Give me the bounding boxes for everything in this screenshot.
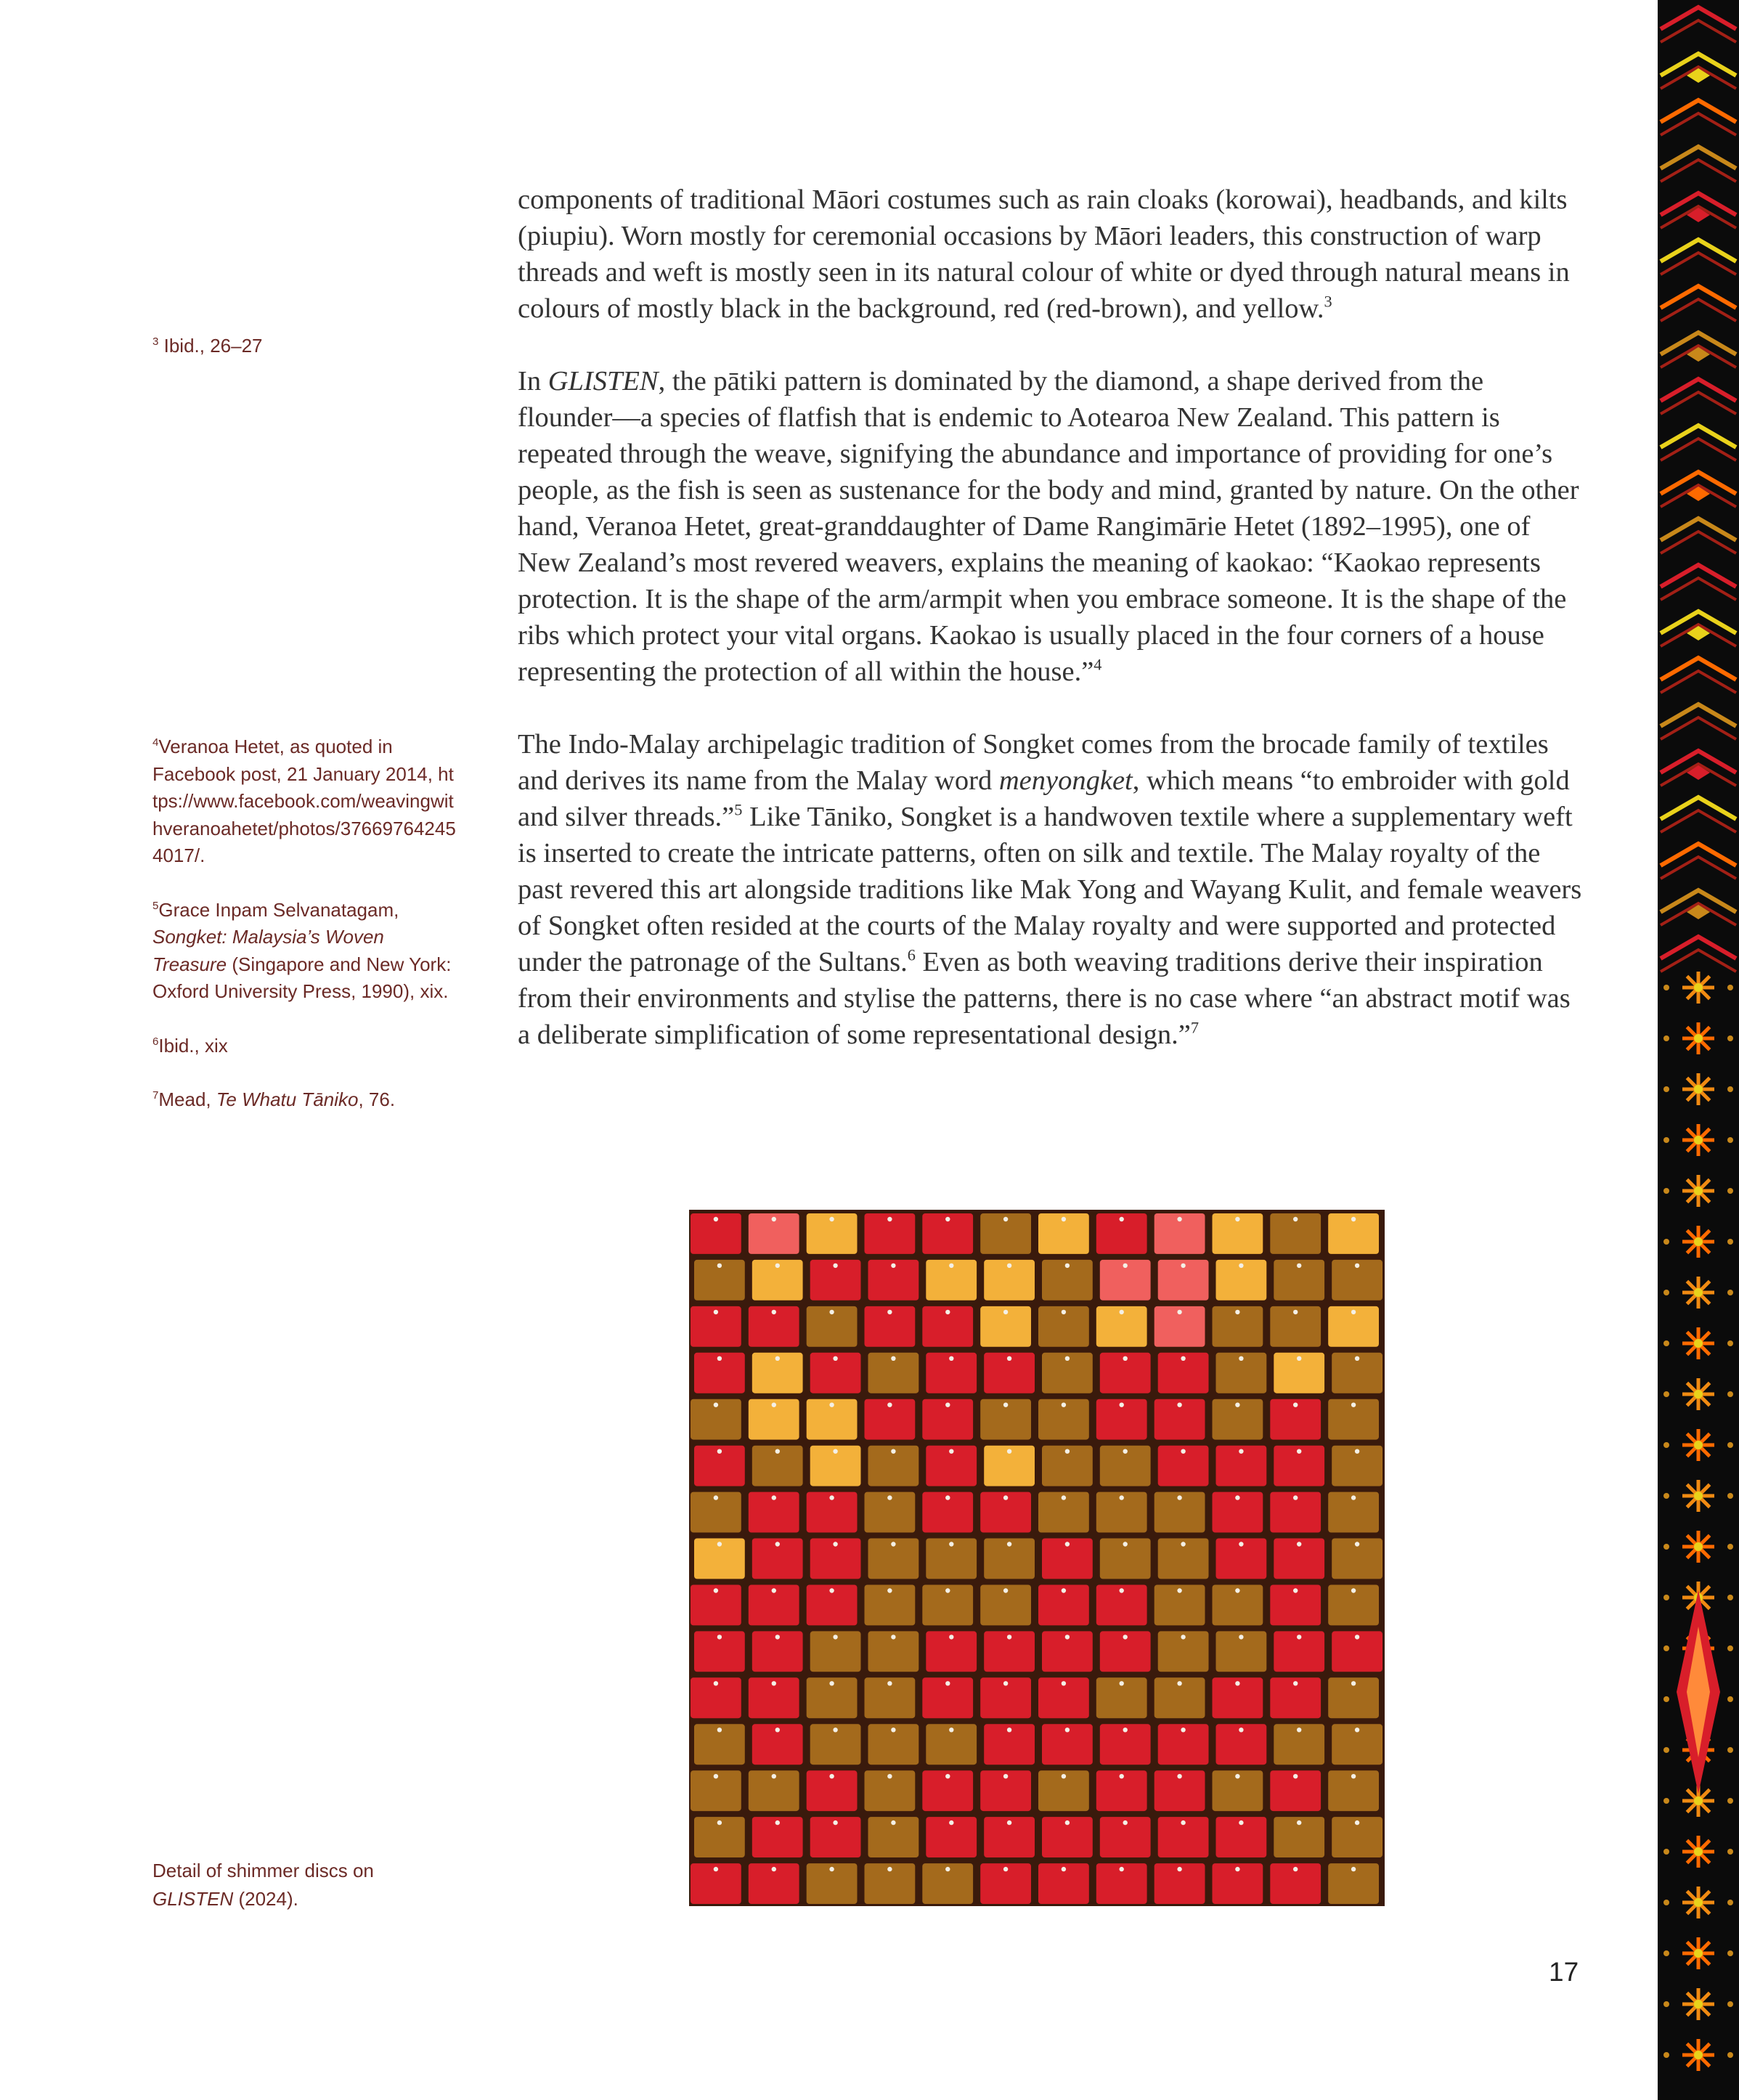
disc-rivet [1123,1449,1128,1454]
band-dot [1727,1493,1733,1499]
disc-rivet [1355,1542,1359,1546]
disc-rivet [1120,1217,1124,1221]
band-dot [1663,1493,1669,1499]
disc-rivet [891,1820,895,1825]
disc-rivet [891,1542,895,1546]
disc-rivet [1239,1635,1243,1639]
band-star-center [1694,1288,1703,1297]
disc-rivet [891,1356,895,1361]
page-number: 17 [1549,1957,1579,1987]
disc-rivet [945,1217,950,1221]
band-dot [1663,1696,1669,1702]
disc-rivet [829,1403,834,1407]
disc-rivet [945,1403,950,1407]
band-dot [1663,1900,1669,1905]
disc-rivet [829,1681,834,1685]
disc-rivet [772,1681,776,1685]
disc-rivet [1297,1542,1301,1546]
disc-rivet [891,1727,895,1732]
disc-rivet [1293,1774,1298,1778]
band-dot [1663,1035,1669,1041]
disc-rivet [1007,1820,1011,1825]
disc-rivet [949,1449,953,1454]
disc-rivet [1062,1495,1066,1499]
disc-rivet [945,1867,950,1871]
disc-rivet [1355,1356,1359,1361]
disc-rivet [829,1310,834,1314]
disc-rivet [829,1588,834,1592]
disc-rivet [1062,1681,1066,1685]
disc-rivet [1062,1310,1066,1314]
disc-rivet [1293,1681,1298,1685]
disc-rivet [887,1681,892,1685]
disc-rivet [775,1356,780,1361]
sidenote-group-2 [152,733,457,1141]
disc-rivet [1239,1356,1243,1361]
disc-rivet [1177,1310,1181,1314]
band-dot [1727,1544,1733,1550]
disc-rivet [1120,1774,1124,1778]
disc-rivet [829,1867,834,1871]
disc-rivet [1297,1263,1301,1268]
shimmer-discs-photo [689,1210,1385,1906]
disc-rivet [1293,1495,1298,1499]
disc-rivet [717,1542,722,1546]
disc-rivet [1123,1263,1128,1268]
disc-rivet [1297,1449,1301,1454]
band-dot [1727,1595,1733,1600]
disc-rivet [1062,1217,1066,1221]
disc-rivet [772,1867,776,1871]
band-dot [1663,1950,1669,1956]
disc-rivet [1062,1774,1066,1778]
disc-rivet [1123,1356,1128,1361]
footnote-ref-5[interactable]: 5 [734,800,743,819]
band-dot [1727,1747,1733,1753]
disc-rivet [887,1310,892,1314]
disc-rivet [1293,1588,1298,1592]
disc-rivet [945,1495,950,1499]
band-dot [1727,2001,1733,2007]
disc-rivet [891,1635,895,1639]
disc-rivet [1181,1635,1185,1639]
band-dot [1663,1137,1669,1143]
disc-rivet [1239,1727,1243,1732]
disc-rivet [1177,1217,1181,1221]
disc-rivet [1007,1727,1011,1732]
disc-rivet [1003,1403,1008,1407]
sidenote-group-1 [152,333,457,387]
band-dot [1727,2052,1733,2058]
disc-rivet [714,1495,718,1499]
disc-rivet [1351,1588,1356,1592]
disc-rivet [1120,1588,1124,1592]
band-star-center [1694,1085,1703,1094]
disc-rivet [1177,1867,1181,1871]
disc-rivet [887,1217,892,1221]
disc-rivet [714,1681,718,1685]
disc-rivet [1351,1495,1356,1499]
disc-rivet [1177,1681,1181,1685]
footnote-ref-4[interactable]: 4 [1094,655,1102,674]
disc-rivet [1007,1356,1011,1361]
band-dot [1727,1849,1733,1855]
footnote-3: $^3$ Ibid., 26–27 [152,335,263,357]
disc-rivet [1123,1820,1128,1825]
footnote-4: $^4$Veranoa Hetet, as quoted in Facebook post, 21 January 2014, https://www.facebook.com/weavingwithveranoahetet/photos/376697642454017/. [152,736,456,866]
disc-rivet [945,1774,950,1778]
band-dot [1663,2001,1669,2007]
disc-rivet [1177,1588,1181,1592]
disc-rivet [1177,1495,1181,1499]
disc-rivet [1007,1263,1011,1268]
disc-rivet [714,1403,718,1407]
disc-rivet [772,1310,776,1314]
band-dot [1727,1391,1733,1397]
disc-rivet [833,1727,837,1732]
disc-rivet [717,1263,722,1268]
disc-rivet [775,1263,780,1268]
disc-rivet [1355,1635,1359,1639]
band-star-center [1694,1847,1703,1856]
disc-rivet [1351,1217,1356,1221]
paragraph-2: In GLISTEN, the pātiki pattern is dominated by the diamond, a shape derived from the flounder—a species of flatfish that is endemic to Aotearoa New Zealand. This pattern is repeated through the weave, signifying the abundance and importance of providing for one’s people, as the fish is seen as sustenance for the body and mind, granted by nature. On the other hand, Veranoa Hetet, great-granddaughter of Dame Rangimārie Hetet (1892–1995), one of New Zealand’s most revered weavers, explains the meaning of kaokao: “Kaokao represents protection. It is the shape of the arm/armpit when you embrace someone. It is the shape of the ribs which protect your vital organs. Kaokao is usually placed in the four corners of a house representing the protection of all within the house.”$^4$ [518,366,1579,687]
disc-rivet [1062,1867,1066,1871]
band-dot [1663,1239,1669,1245]
disc-rivet [1065,1356,1070,1361]
disc-rivet [887,1867,892,1871]
disc-rivet [1003,1310,1008,1314]
band-star-center [1694,1898,1703,1907]
footnote-6: $^6$Ibid., xix [152,1034,228,1057]
band-dot [1727,1086,1733,1092]
disc-rivet [891,1263,895,1268]
disc-rivet [775,1542,780,1546]
disc-rivet [1181,1727,1185,1732]
disc-rivet [1293,1403,1298,1407]
disc-rivet [949,1542,953,1546]
disc-rivet [1003,1867,1008,1871]
band-dot [1727,1290,1733,1295]
band-star-center [1694,1542,1703,1551]
disc-rivet [887,1774,892,1778]
band-dot [1727,1188,1733,1194]
band-dot [1727,1696,1733,1702]
disc-rivet [1297,1635,1301,1639]
band-star-center [1694,1034,1703,1043]
band-star-center [1694,1796,1703,1805]
disc-rivet [775,1727,780,1732]
paragraph-3: The Indo-Malay archipelagic tradition of Songket comes from the brocade family of textiles and derives its name from the Malay word menyongket, which means “to embroider with gold and silver threads.”$^5$ Like Tāniko, Songket is a handwoven textile where a supplementary weft is inserted to create the intricate patterns, often on silk and textile. The Malay royalty of the past revered this art alongside traditions like Mak Yong and Wayang Kulit, and female weavers of Songket often resided at the courts of the Malay royalty and were supported and protected under the patronage of the Sultans.$^6$ Even as both weaving traditions derive their inspiration from their environments and stylise the patterns, there is no case where “an abstract motif was a deliberate simplification of some representational design.”$^7$ [518,729,1582,1050]
disc-rivet [772,1588,776,1592]
disc-rivet [772,1217,776,1221]
disc-rivet [1123,1635,1128,1639]
disc-rivet [949,1820,953,1825]
disc-rivet [1123,1542,1128,1546]
disc-rivet [772,1495,776,1499]
disc-rivet [1177,1403,1181,1407]
band-dot [1727,1900,1733,1905]
band-dot [1727,1035,1733,1041]
band-dot [1663,1188,1669,1194]
disc-rivet [1181,1820,1185,1825]
disc-rivet [1239,1263,1243,1268]
disc-rivet [1351,1867,1356,1871]
disc-rivet [714,1310,718,1314]
disc-rivet [1123,1727,1128,1732]
band-star-center [1694,1390,1703,1399]
disc-rivet [717,1727,722,1732]
band-dot [1727,1798,1733,1804]
disc-rivet [1235,1867,1239,1871]
disc-rivet [1181,1263,1185,1268]
disc-rivet [714,1867,718,1871]
disc-rivet [1120,1310,1124,1314]
disc-rivet [1120,1495,1124,1499]
band-dot [1727,1645,1733,1651]
disc-rivet [1003,1774,1008,1778]
disc-rivet [1235,1588,1239,1592]
main-text-column [518,182,1585,1089]
disc-rivet [833,1635,837,1639]
band-dot [1663,1645,1669,1651]
disc-rivet [833,1542,837,1546]
band-dot [1663,1747,1669,1753]
disc-rivet [1351,1774,1356,1778]
disc-rivet [1297,1727,1301,1732]
band-star-center [1694,1339,1703,1348]
disc-rivet [833,1263,837,1268]
disc-rivet [1181,1449,1185,1454]
artwork-title: GLISTEN [547,366,659,396]
image-caption: Detail of shimmer discs on GLISTEN (2024). [152,1860,374,1910]
disc-rivet [1181,1542,1185,1546]
disc-rivet [714,1774,718,1778]
disc-rivet [1003,1217,1008,1221]
paragraph-1: components of traditional Māori costumes such as rain cloaks (korowai), headbands, and kilts (piupiu). Worn mostly for ceremonial occasions by Māori leaders, this construction of warp threads and weft is mostly seen in its natural colour of white or dyed through natural means in colours of mostly black in the background, red (red-brown), and yellow.$^3$ [518,184,1570,324]
disc-rivet [1062,1403,1066,1407]
band-star-center [1694,2000,1703,2009]
facebook-link[interactable]: https://www.facebook.com/weavingwithveranoahetet/photos/376697642454017/. [152,762,456,866]
disc-rivet [833,1820,837,1825]
disc-rivet [949,1727,953,1732]
disc-rivet [1239,1449,1243,1454]
footnote-ref-7[interactable]: 7 [1190,1018,1200,1037]
band-dot [1663,1798,1669,1804]
disc-rivet [717,1356,722,1361]
disc-rivet [1239,1820,1243,1825]
band-star-center [1694,1949,1703,1958]
disc-rivet [949,1356,953,1361]
disc-rivet [1351,1310,1356,1314]
songket-border-band [1658,0,1739,2100]
disc-rivet [1007,1449,1011,1454]
band-dot [1663,1391,1669,1397]
disc-rivet [1293,1867,1298,1871]
disc-rivet [891,1449,895,1454]
band-star-center [1694,2051,1703,2059]
band-dot [1727,1239,1733,1245]
disc-rivet [887,1588,892,1592]
band-star-center [1694,1441,1703,1449]
disc-rivet [1065,1820,1070,1825]
band-star-center [1694,1237,1703,1246]
disc-rivet [1065,1542,1070,1546]
disc-rivet [1239,1542,1243,1546]
disc-rivet [714,1217,718,1221]
band-dot [1663,1442,1669,1448]
disc-rivet [717,1449,722,1454]
disc-rivet [714,1588,718,1592]
disc-rivet [775,1635,780,1639]
band-dot [1727,1950,1733,1956]
band-star-center [1694,1491,1703,1500]
disc-rivet [1355,1449,1359,1454]
disc-rivet [1062,1588,1066,1592]
disc-rivet [887,1495,892,1499]
disc-rivet [1235,1217,1239,1221]
band-dot [1663,1544,1669,1550]
disc-rivet [949,1263,953,1268]
disc-rivet [945,1310,950,1314]
disc-rivet [1065,1635,1070,1639]
band-star-center [1694,1136,1703,1144]
disc-rivet [1293,1310,1298,1314]
disc-rivet [1065,1727,1070,1732]
disc-rivet [1351,1403,1356,1407]
footnote-ref-6[interactable]: 6 [907,945,916,964]
band-dot [1663,2052,1669,2058]
band-dot [1663,985,1669,990]
band-dot [1663,1340,1669,1346]
malay-term: menyongket [998,765,1133,796]
disc-rivet [775,1820,780,1825]
disc-rivet [833,1449,837,1454]
band-dot [1663,1849,1669,1855]
band-star-center [1694,1187,1703,1195]
disc-rivet [717,1820,722,1825]
footnote-7: $^7$Mead, Te Whatu Tāniko, 76. [152,1088,396,1110]
disc-rivet [1355,1727,1359,1732]
disc-rivet [1293,1217,1298,1221]
band-dot [1663,1086,1669,1092]
disc-rivet [1177,1774,1181,1778]
disc-rivet [945,1588,950,1592]
disc-rivet [717,1635,722,1639]
disc-rivet [833,1356,837,1361]
disc-rivet [1065,1449,1070,1454]
disc-rivet [945,1681,950,1685]
disc-rivet [1003,1681,1008,1685]
disc-rivet [1120,1403,1124,1407]
disc-rivet [1355,1263,1359,1268]
footnote-ref-3[interactable]: 3 [1324,292,1332,311]
disc-rivet [1065,1263,1070,1268]
disc-rivet [1235,1310,1239,1314]
disc-rivet [1007,1635,1011,1639]
band-dot [1727,985,1733,990]
disc-rivet [772,1774,776,1778]
disc-rivet [1181,1356,1185,1361]
disc-rivet [1235,1774,1239,1778]
disc-rivet [772,1403,776,1407]
band-star-center [1694,983,1703,992]
band-dot [1663,1595,1669,1600]
disc-rivet [1235,1681,1239,1685]
disc-rivet [1003,1588,1008,1592]
disc-rivet [1235,1495,1239,1499]
disc-rivet [1297,1356,1301,1361]
disc-rivet [1120,1867,1124,1871]
disc-rivet [1007,1542,1011,1546]
disc-rivet [1351,1681,1356,1685]
disc-rivet [1235,1403,1239,1407]
disc-rivet [1003,1495,1008,1499]
disc-rivet [949,1635,953,1639]
disc-rivet [829,1774,834,1778]
disc-rivet [1120,1681,1124,1685]
disc-rivet [887,1403,892,1407]
band-dot [1727,1137,1733,1143]
disc-rivet [775,1449,780,1454]
band-dot [1727,1340,1733,1346]
disc-rivet [1355,1820,1359,1825]
disc-rivet [1297,1820,1301,1825]
disc-rivet [829,1217,834,1221]
band-dot [1663,1290,1669,1295]
footnote-5: $^5$Grace Inpam Selvanatagam, Songket: Malaysia’s Woven Treasure (Singapore and New York: Oxford University Press, 1990), xix. [152,898,452,1002]
band-dot [1727,1442,1733,1448]
disc-rivet [829,1495,834,1499]
